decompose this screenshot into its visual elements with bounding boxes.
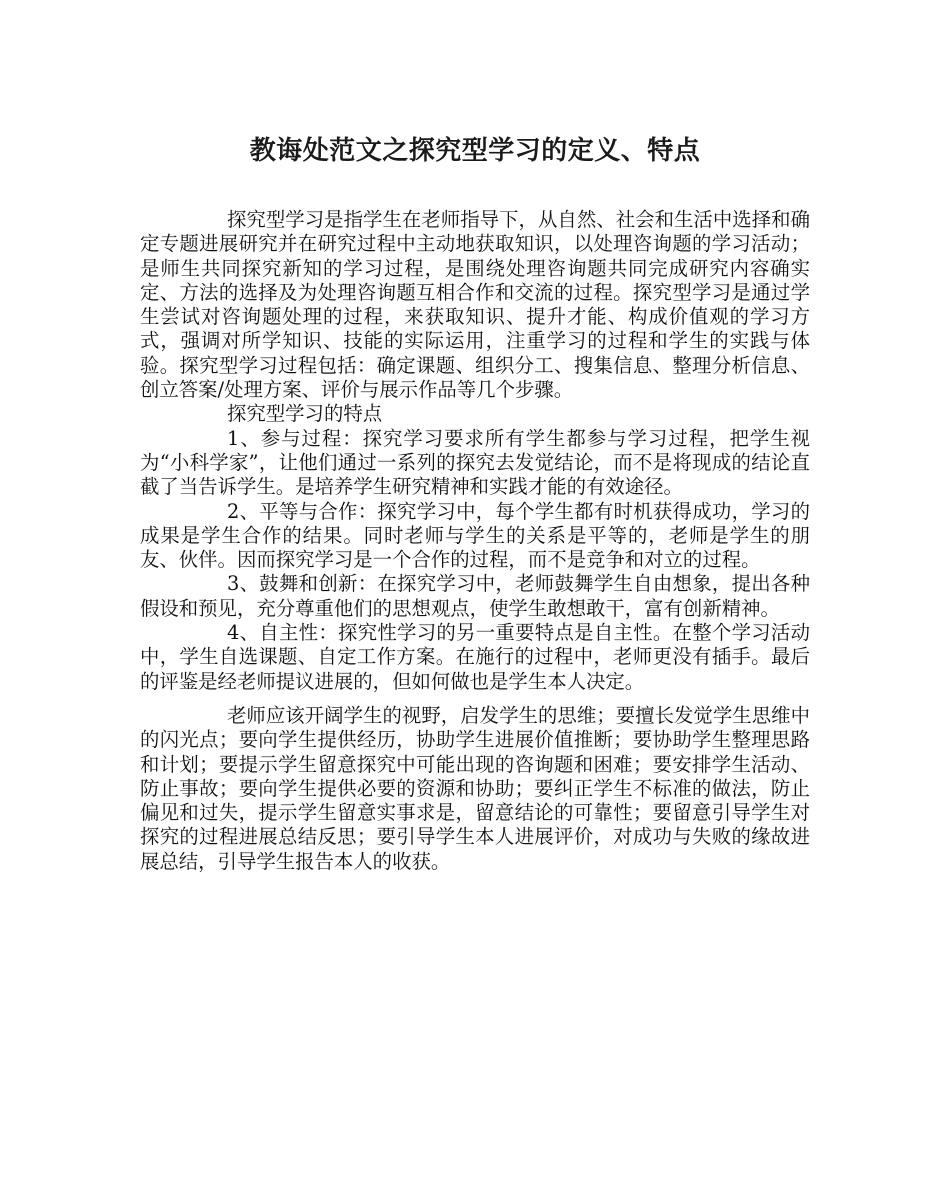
paragraph-definition: 探究型学习是指学生在老师指导下，从自然、社会和生活中选择和确定专题进展研究并在研究过程中主动地获取知识，以处理咨询题的学习活动；是师生共同探究新知的学习过程，是围绕处理咨询题共同完成研究内容确实定、方法的选择及为处理咨询题互相合作和交流的过程。探究型学习是通过学生尝试对咨询题处理的过程，来获取知识、提升才能、构成价值观的学习方式，强调对所学知识、技能的实际运用，注重学习的过程和学生的实践与体验。探究型学习过程包括：确定课题、组织分工、搜集信息、整理分析信息、创立答案/处理方案、评价与展示作品等几个步骤。 bbox=[140, 208, 810, 402]
paragraph-feature-participation: 1、参与过程：探究学习要求所有学生都参与学习过程，把学生视为“小科学家”，让他们通过一系列的探究去发觉结论，而不是将现成的结论直截了当告诉学生。是培养学生研究精神和实践才能的有效途径。 bbox=[140, 426, 810, 499]
paragraph-features-heading: 探究型学习的特点 bbox=[227, 402, 383, 426]
paragraph-feature-innovation: 3、鼓舞和创新：在探究学习中，老师鼓舞学生自由想象，提出各种假设和预见，充分尊重他们的思想观点，使学生敢想敢干，富有创新精神。 bbox=[140, 572, 810, 620]
document-title: 教诲处范文之探究型学习的定义、特点 bbox=[249, 136, 701, 166]
paragraph-feature-autonomy: 4、自主性：探究性学习的另一重要特点是自主性。在整个学习活动中，学生自选课题、自定工作方案。在施行的过程中，老师更没有插手。最后的评鉴是经老师提议进展的，但如何做也是学生本人决定。 bbox=[140, 621, 810, 693]
paragraph-feature-equality: 2、平等与合作：探究学习中，每个学生都有时机获得成功，学习的成果是学生合作的结果。同时老师与学生的关系是平等的，老师是学生的朋友、伙伴。因而探究学习是一个合作的过程，而不是竞争和对立的过程。 bbox=[140, 499, 810, 572]
document-body bbox=[140, 208, 810, 874]
paragraph-teacher-role: 老师应该开阔学生的视野，启发学生的思维；要擅长发觉学生思维中的闪光点；要向学生提供经历，协助学生进展价值推断；要协助学生整理思路和计划；要提示学生留意探究中可能出现的咨询题和困难；要安排学生活动、防止事故；要向学生提供必要的资源和协助；要纠正学生不标准的做法，防止偏见和过失，提示学生留意实事求是，留意结论的可靠性；要留意引导学生对探究的过程进展总结反思；要引导学生本人进展评价，对成功与失败的缘故进展总结，引导学生报告本人的收获。 bbox=[140, 703, 810, 873]
